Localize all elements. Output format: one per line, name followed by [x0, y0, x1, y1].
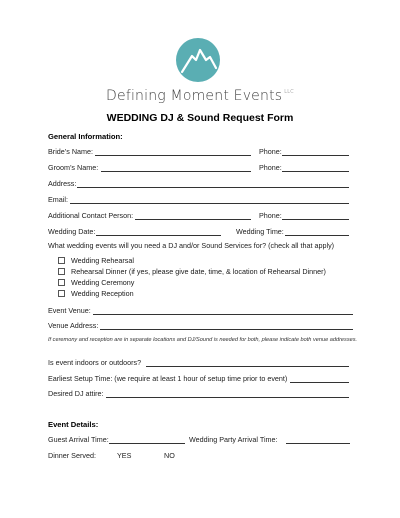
checkbox[interactable] — [58, 279, 65, 286]
wedding-date-row — [48, 227, 353, 238]
dinner-served-label: Dinner Served: — [48, 451, 96, 460]
additional-contact-field[interactable] — [135, 219, 251, 220]
dj-attire-row — [48, 389, 353, 400]
email-field[interactable] — [70, 203, 349, 204]
grooms-name-field[interactable] — [101, 171, 251, 172]
event-venue-row — [48, 306, 353, 317]
grooms-name-row — [48, 163, 353, 174]
address-field[interactable] — [77, 187, 349, 188]
wedding-date-label: Wedding Date: — [48, 227, 96, 236]
dj-attire-field[interactable] — [106, 397, 349, 398]
venue-address-label: Venue Address: — [48, 321, 99, 330]
additional-phone-field[interactable] — [282, 219, 349, 220]
venue-note: If ceremony and reception are in separate locations and DJ/Sound is needed for both, please indicate both venue addresses. — [48, 337, 358, 343]
events-question: What wedding events will you need a DJ and/or Sound Services for? (check all that apply) — [48, 241, 335, 250]
party-arrival-label: Wedding Party Arrival Time: — [189, 435, 278, 444]
address-label: Address: — [48, 179, 77, 188]
brand-logo — [0, 38, 400, 108]
form-title: WEDDING DJ & Sound Request Form — [106, 112, 294, 124]
brides-phone-field[interactable] — [282, 155, 349, 156]
email-label: Email: — [48, 195, 68, 204]
event-option-label: Rehearsal Dinner (if yes, please give date, time, & location of Rehearsal Dinner) — [71, 267, 326, 276]
wedding-date-field[interactable] — [96, 235, 221, 236]
party-arrival-field[interactable] — [286, 443, 350, 444]
checkbox[interactable] — [58, 268, 65, 275]
wedding-time-label: Wedding Time: — [236, 227, 284, 236]
event-option-rehearsal[interactable] — [58, 256, 134, 265]
dinner-served-yes-option[interactable]: YES — [117, 451, 132, 460]
event-venue-field[interactable] — [93, 314, 353, 315]
indoors-outdoors-row — [48, 358, 353, 369]
brand-suffix: LLC — [284, 89, 294, 95]
brand-name-text: Defining Moment Events — [106, 88, 283, 104]
indoors-outdoors-label: Is event indoors or outdoors? — [48, 358, 142, 367]
checkbox[interactable] — [58, 257, 65, 264]
arrival-times-row — [48, 435, 353, 446]
grooms-name-label: Groom’s Name: — [48, 163, 99, 172]
brides-name-field[interactable] — [95, 155, 251, 156]
brides-name-row — [48, 147, 353, 158]
brand-name — [0, 88, 400, 104]
event-option-ceremony[interactable] — [58, 278, 134, 287]
checkbox[interactable] — [58, 290, 65, 297]
guest-arrival-label: Guest Arrival Time: — [48, 435, 109, 444]
address-row — [48, 179, 353, 190]
brides-phone-label: Phone: — [259, 147, 282, 156]
email-row — [48, 195, 353, 206]
guest-arrival-field[interactable] — [109, 443, 185, 444]
brides-name-label: Bride’s Name: — [48, 147, 94, 156]
wedding-time-field[interactable] — [285, 235, 349, 236]
general-information-heading: General Information: — [48, 132, 123, 141]
dj-attire-label: Desired DJ attire: — [48, 389, 104, 398]
indoors-outdoors-field[interactable] — [146, 366, 349, 367]
event-details-heading: Event Details: — [48, 420, 99, 429]
mountain-logo-icon — [176, 38, 220, 82]
event-venue-label: Event Venue: — [48, 306, 91, 315]
event-option-label: Wedding Reception — [71, 289, 134, 298]
event-option-rehearsal-dinner[interactable] — [58, 267, 326, 276]
grooms-phone-label: Phone: — [259, 163, 282, 172]
additional-contact-label: Additional Contact Person: — [48, 211, 134, 220]
grooms-phone-field[interactable] — [282, 171, 349, 172]
additional-contact-row — [48, 211, 353, 222]
additional-phone-label: Phone: — [259, 211, 282, 220]
event-option-label: Wedding Rehearsal — [71, 256, 134, 265]
venue-address-row — [48, 321, 353, 332]
setup-time-row — [48, 374, 353, 385]
setup-time-field[interactable] — [290, 382, 349, 383]
dinner-served-no-option[interactable]: NO — [164, 451, 175, 460]
venue-address-field[interactable] — [100, 329, 353, 330]
setup-time-label: Earliest Setup Time: (we require at least 1 hour of setup time prior to event) — [48, 374, 288, 383]
event-option-reception[interactable] — [58, 289, 134, 298]
event-option-label: Wedding Ceremony — [71, 278, 135, 287]
